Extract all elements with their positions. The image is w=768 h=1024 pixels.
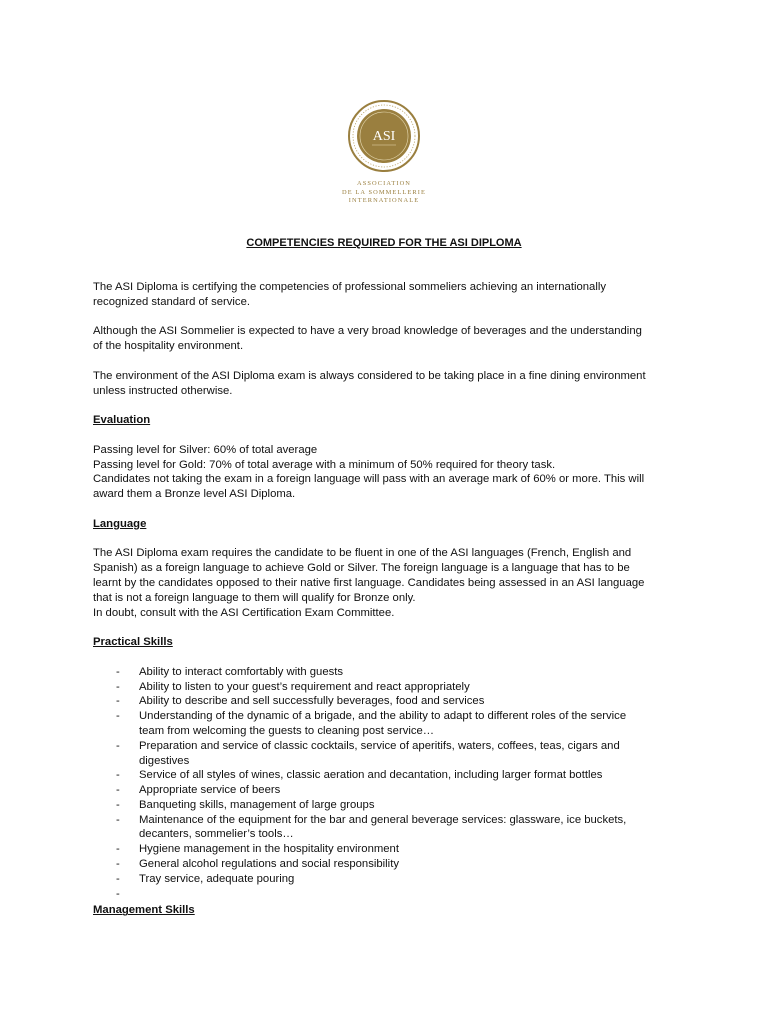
practical-skills-list xyxy=(93,665,683,902)
list-item-text: Hygiene management in the hospitality environment xyxy=(139,843,399,856)
document-title: COMPETENCIES REQUIRED FOR THE ASI DIPLOMA xyxy=(246,237,522,249)
list-item xyxy=(93,842,683,857)
list-dash: - xyxy=(116,769,120,782)
text-line: Passing level for Silver: 60% of total average xyxy=(93,443,318,456)
list-item xyxy=(93,857,683,872)
text-line: of the hospitality environment. xyxy=(93,340,244,353)
list-item-text: Ability to describe and sell successfully beverages, food and services xyxy=(139,695,485,708)
list-item xyxy=(93,872,683,887)
logo-line: DE LA SOMMELLERIE xyxy=(341,188,427,196)
section-heading-management-skills: Management Skills xyxy=(93,904,195,917)
list-item-text: Service of all styles of wines, classic aeration and decantation, including larger format bottles xyxy=(139,769,603,782)
list-dash: - xyxy=(116,739,120,752)
section-heading-language: Language xyxy=(93,517,147,530)
list-item-text xyxy=(139,887,683,902)
list-item-text: General alcohol regulations and social responsibility xyxy=(139,858,399,871)
section-heading-practical-skills: Practical Skills xyxy=(93,636,173,649)
list-dash: - xyxy=(116,813,120,826)
section-heading-evaluation: Evaluation xyxy=(93,414,151,427)
text-line: that is not a foreign language to them will qualify for Bronze only. xyxy=(93,591,416,604)
text-line: award them a Bronze level ASI Diploma. xyxy=(93,488,296,501)
text-line: unless instructed otherwise. xyxy=(93,384,233,397)
list-dash: - xyxy=(116,887,120,900)
list-item xyxy=(93,813,683,843)
list-dash: - xyxy=(116,843,120,856)
text-line: Passing level for Gold: 70% of total average with a minimum of 50% required for theory task. xyxy=(93,458,556,471)
list-item xyxy=(93,768,683,783)
document-body xyxy=(93,280,683,933)
list-item-text: decanters, sommelier’s tools… xyxy=(139,828,294,841)
asi-logo xyxy=(336,96,432,208)
list-item xyxy=(93,783,683,798)
text-line: Candidates not taking the exam in a foreign language will pass with an average mark of 60% or more. This will xyxy=(93,473,645,486)
text-line: learnt by the candidates opposed to their native first language. Candidates being assessed in an ASI language xyxy=(93,576,645,589)
list-item-text: Ability to listen to your guest’s requirement and react appropriately xyxy=(139,680,470,693)
list-dash: - xyxy=(116,798,120,811)
list-item-text: Maintenance of the equipment for the bar and general beverage services: glassware, ice buckets, xyxy=(139,813,627,826)
logo-line: INTERNATIONALE xyxy=(348,197,420,205)
list-item xyxy=(93,680,683,695)
list-item-text: Understanding of the dynamic of a brigade, and the ability to adapt to different roles of the service xyxy=(139,710,627,723)
text-line: The ASI Diploma exam requires the candidate to be fluent in one of the ASI languages (French, English and xyxy=(93,547,632,560)
list-item-text: team from welcoming the guests to cleaning post service… xyxy=(139,724,435,737)
list-item-text: Ability to interact comfortably with guests xyxy=(139,665,344,678)
list-item xyxy=(93,887,683,902)
list-item-text: Preparation and service of classic cocktails, service of aperitifs, waters, coffees, teas, cigars and xyxy=(139,739,620,752)
list-dash: - xyxy=(116,872,120,885)
list-item xyxy=(93,665,683,680)
intro-paragraph xyxy=(93,280,683,310)
text-line: Although the ASI Sommelier is expected to have a very broad knowledge of beverages and the understanding xyxy=(93,325,642,338)
text-line: Spanish) as a foreign language to achieve Gold or Silver. The foreign language is a language that has to be xyxy=(93,562,630,575)
list-item xyxy=(93,739,683,769)
logo-wordmark xyxy=(336,180,432,206)
evaluation-paragraph xyxy=(93,443,683,502)
list-dash: - xyxy=(116,858,120,871)
list-item xyxy=(93,798,683,813)
intro-paragraph xyxy=(93,369,683,399)
list-dash: - xyxy=(116,784,120,797)
list-item-text: Appropriate service of beers xyxy=(139,784,281,797)
intro-paragraph xyxy=(93,324,683,354)
text-line: The environment of the ASI Diploma exam is always considered to be taking place in a fine dining environment xyxy=(93,369,646,382)
list-item-text: Tray service, adequate pouring xyxy=(139,872,295,885)
list-item-text: digestives xyxy=(139,754,190,767)
text-line: The ASI Diploma is certifying the competencies of professional sommeliers achieving an internationally xyxy=(93,281,607,293)
asi-emblem-icon xyxy=(336,96,432,176)
text-line: recognized standard of service. xyxy=(93,295,250,308)
list-item-text: Banqueting skills, management of large groups xyxy=(139,798,375,811)
list-dash: - xyxy=(116,695,120,708)
list-dash: - xyxy=(116,710,120,723)
language-paragraph xyxy=(93,546,683,620)
list-item xyxy=(93,709,683,739)
logo-emblem-text: ASI xyxy=(372,129,396,144)
list-item xyxy=(93,694,683,709)
list-dash: - xyxy=(116,680,120,693)
list-dash: - xyxy=(116,665,120,678)
text-line: In doubt, consult with the ASI Certification Exam Committee. xyxy=(93,606,395,619)
logo-line: ASSOCIATION xyxy=(357,180,411,187)
